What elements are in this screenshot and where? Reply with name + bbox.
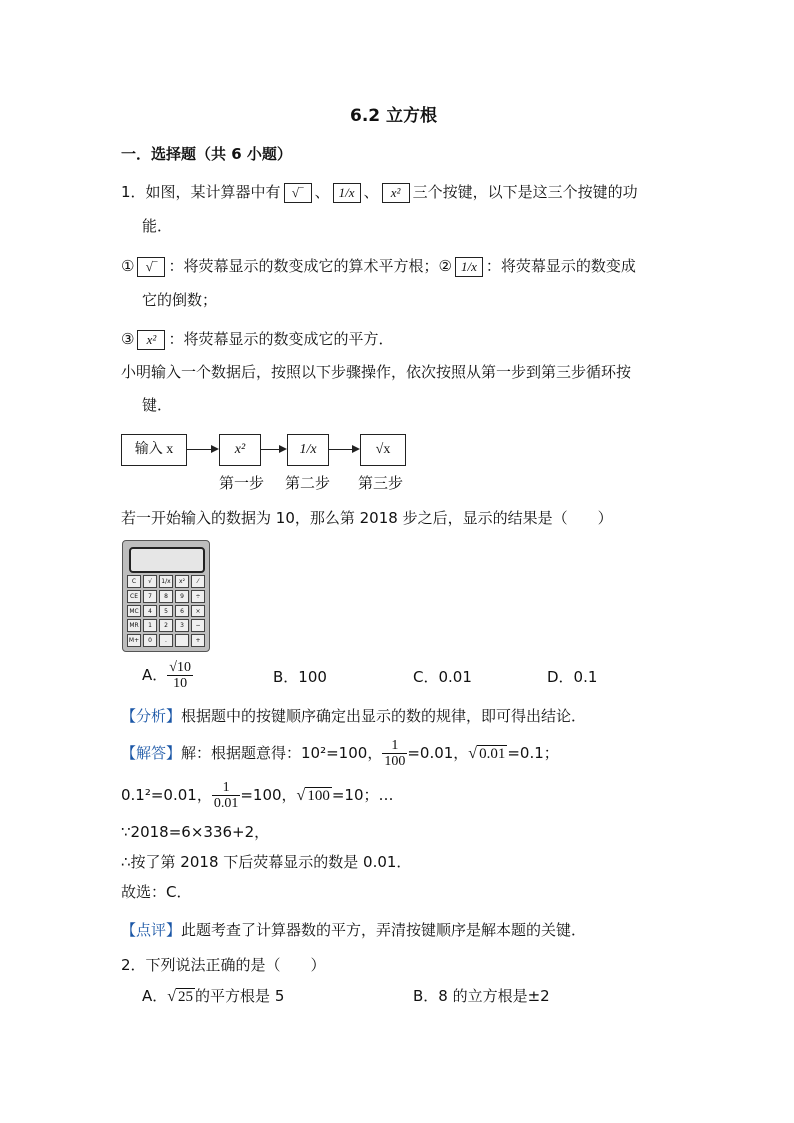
separator: 、 — [314, 183, 330, 201]
frac2-numerator: 1 — [212, 780, 241, 796]
radical-icon: √ — [296, 787, 306, 804]
key-desc-line3 — [121, 329, 393, 350]
calculator-key: ⁄ — [191, 575, 205, 588]
q1-option-c: C．0.01 — [413, 668, 472, 686]
square-key-icon: x² — [137, 330, 165, 350]
calculator-key: + — [191, 634, 205, 647]
calculator-key: 0 — [143, 634, 157, 647]
radical-icon: √ — [167, 988, 177, 1005]
comment-text: 此题考查了计算器数的平方，弄清按键顺序是解本题的关键． — [181, 921, 587, 939]
q2-option-b: B．8 的立方根是±2 — [413, 987, 550, 1005]
radicand-1: 0.01 — [479, 746, 506, 762]
calculator-key: MC — [127, 605, 141, 618]
section-heading: 一．选择题（共 6 小题） — [121, 145, 292, 163]
solution-radical-2 — [297, 788, 332, 804]
line2-part-a: 0.1²=0.01， — [121, 786, 212, 804]
q1-therefore: ∴按了第 2018 下后荧幕显示的数是 0.01． — [121, 853, 412, 871]
calculator-key: MR — [127, 619, 141, 632]
circle-three: ③ — [121, 330, 135, 348]
calculator-key: 1 — [143, 619, 157, 632]
q2-stem: 2．下列说法正确的是（ ） — [121, 956, 326, 974]
sqrt-key-icon: √‾ — [137, 257, 165, 277]
comment-tag: 【点评】 — [121, 921, 182, 939]
operation-line1: 小明输入一个数据后，按照以下步骤操作，依次按照从第一步到第三步循环按 — [121, 363, 632, 381]
calculator-key: C — [127, 575, 141, 588]
calculator-key: × — [191, 605, 205, 618]
frac2-denominator: 0.01 — [213, 796, 239, 811]
q1-option-b: B．100 — [273, 668, 327, 686]
page-title: 6.2 立方根 — [350, 106, 438, 126]
calculator-display — [129, 547, 205, 573]
solution-part-a: 解：根据题意得：10²=100， — [181, 744, 383, 762]
sqrt-key-icon: √‾ — [284, 183, 312, 203]
operation-line2: 键． — [142, 396, 173, 414]
reciprocal-key-icon: 1/x — [333, 183, 361, 203]
calculator-key — [175, 634, 189, 647]
separator: 、 — [363, 183, 379, 201]
solution-tag: 【解答】 — [121, 744, 182, 762]
calculator-key: CE — [127, 590, 141, 603]
calculator-key: 3 — [175, 619, 189, 632]
step3-label: 第三步 — [358, 474, 404, 492]
q1-intro-cont: 三个按键，以下是这三个按键的功 — [412, 183, 638, 201]
option-a-numerator: √10 — [169, 660, 191, 675]
radical-icon: √ — [468, 745, 478, 762]
flow-input-box: 输入 x — [121, 434, 187, 466]
calculator-key: 1/x — [159, 575, 173, 588]
analysis-text: 根据题中的按键顺序确定出显示的数的规律，即可得出结论． — [181, 707, 587, 725]
option-a-fraction — [167, 660, 193, 691]
q2-option-a-label: A． — [142, 987, 168, 1005]
solution-frac-2 — [212, 780, 241, 811]
calculator-key: . — [159, 634, 173, 647]
solution-part-b: =0.01， — [407, 744, 469, 762]
flow-recip-box: 1/x — [287, 434, 329, 466]
frac1-numerator: 1 — [382, 738, 407, 754]
flow-arrowhead-2 — [279, 445, 287, 453]
radicand-2: 100 — [307, 788, 330, 804]
solution-radical-1 — [468, 746, 507, 762]
q1-choose: 故选：C． — [121, 883, 192, 901]
square-key-icon: x² — [382, 183, 410, 203]
q1-number: 1． — [121, 183, 146, 201]
analysis-tag: 【分析】 — [121, 707, 182, 725]
q1-option-d: D．0.1 — [547, 668, 598, 686]
q2-radicand: 25 — [178, 989, 194, 1005]
q1-because: ∵2018=6×336+2， — [121, 823, 270, 841]
flow-arrowhead-3 — [352, 445, 360, 453]
q1-comment — [121, 920, 586, 940]
circle-one: ① — [121, 257, 135, 275]
recip-key-desc: ：将荧幕显示的数变成 — [485, 257, 636, 275]
step1-label: 第一步 — [219, 474, 265, 492]
line2-part-b: =100， — [240, 786, 297, 804]
frac1-denominator: 100 — [384, 754, 406, 769]
key-desc-line1 — [121, 256, 636, 277]
calculator-key: 6 — [175, 605, 189, 618]
calculator-key: M+ — [127, 634, 141, 647]
q2-option-a-text: 的平方根是 5 — [195, 987, 285, 1005]
calculator-key: √ — [143, 575, 157, 588]
q1-stem-line1 — [121, 182, 638, 203]
q2-option-a-radical — [167, 989, 195, 1005]
calculator-key: x² — [175, 575, 189, 588]
flow-square-box: x² — [219, 434, 261, 466]
step2-label: 第二步 — [285, 474, 331, 492]
calculator-key: − — [191, 619, 205, 632]
reciprocal-key-icon: 1/x — [455, 257, 483, 277]
q1-analysis — [121, 706, 586, 726]
calculator-key: 5 — [159, 605, 173, 618]
q1-stem-line2: 能． — [142, 217, 173, 235]
calculator-key: 7 — [143, 590, 157, 603]
q1-intro: 如图，某计算器中有 — [145, 183, 281, 201]
calculator-key: 4 — [143, 605, 157, 618]
calculator-key: 8 — [159, 590, 173, 603]
option-a-label: A． — [142, 666, 168, 684]
calculator-key: ÷ — [191, 590, 205, 603]
flow-sqrt-box: √x — [360, 434, 406, 466]
flow-arrowhead-1 — [211, 445, 219, 453]
q1-solution-line2 — [121, 778, 393, 813]
calculator-image — [122, 540, 210, 652]
q1-question: 若一开始输入的数据为 10，那么第 2018 步之后，显示的结果是（ ） — [121, 509, 613, 527]
option-a-denominator: 10 — [173, 676, 188, 691]
key-desc-line2: 它的倒数； — [142, 291, 218, 309]
calculator-key: 9 — [175, 590, 189, 603]
calculator-keypad — [127, 575, 205, 647]
sqrt-key-desc: ：将荧幕显示的数变成它的算术平方根；② — [168, 257, 452, 275]
solution-frac-1 — [382, 738, 407, 769]
solution-part-c: =0.1； — [507, 744, 559, 762]
calculator-key: 2 — [159, 619, 173, 632]
square-key-desc: ：将荧幕显示的数变成它的平方． — [168, 330, 394, 348]
q2-option-a — [142, 986, 284, 1007]
q1-option-a — [142, 660, 193, 691]
q1-solution-line1 — [121, 736, 559, 771]
line2-part-c: =10；… — [331, 786, 394, 804]
